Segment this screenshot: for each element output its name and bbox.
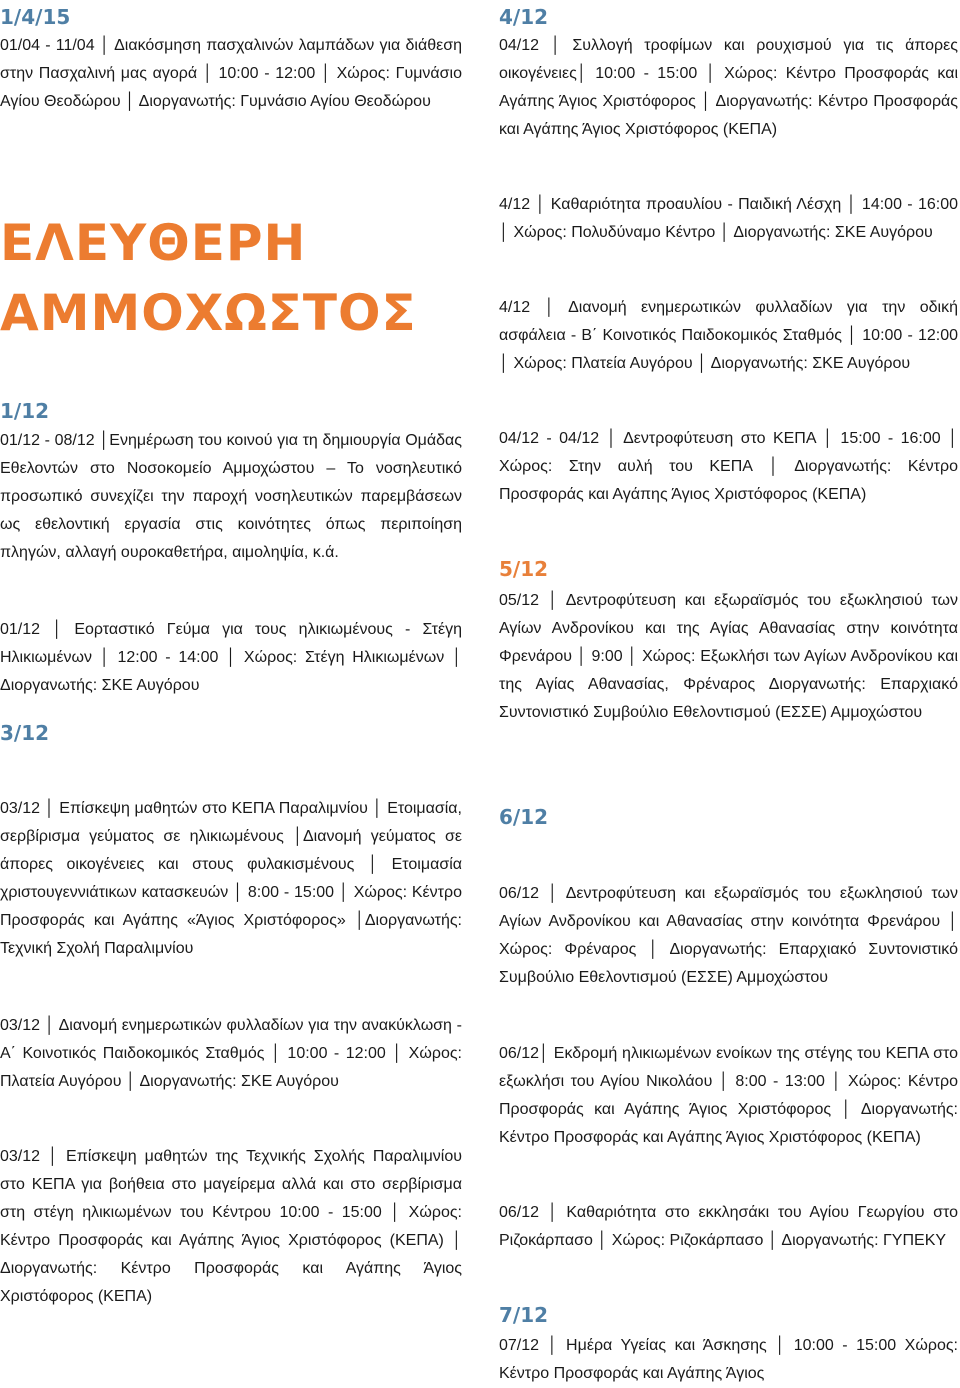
- event-entry: 06/12│ Εκδρομή ηλικιωμένων ενοίκων της στέγης του ΚΕΠΑ στο εξωκλήσι του Αγίου Νικολάου │ 8:00 - 13:00 │ Χώρος: Κέντρο Προσφοράς και Αγάπης Άγιος Χριστόφορος │ Διοργανωτής: Κέντρο Προσφοράς και Αγάπης Άγιος Χριστόφορος (ΚΕΠΑ): [499, 1045, 958, 1146]
- date-heading-6-12: 6/12: [499, 805, 549, 829]
- event-entry: 03/12 │ Επίσκεψη μαθητών της Τεχνικής Σχολής Παραλιμνίου στο ΚΕΠΑ για βοήθεια στο μαγείρεμα αλλά και στο σερβίρισμα στη στέγη ηλικιωμένων του Κέντρου 10:00 - 15:00 │ Χώρος: Κέντρο Προσφοράς και Αγάπης Άγιος Χριστόφορος (ΚΕΠΑ) │ Διοργανωτής: Κέντρο Προσφοράς και Αγάπης Άγιος Χριστόφορος (ΚΕΠΑ): [0, 1148, 462, 1305]
- section-title-line2: ΑΜΜΟΧΩΣΤΟΣ: [0, 284, 417, 342]
- event-entry: 01/12 │ Εορταστικό Γεύμα για τους ηλικιωμένους - Στέγη Ηλικιωμένων │ 12:00 - 14:00 │ Χώρος: Στέγη Ηλικιωμένων │ Διοργανωτής: ΣΚΕ Αυγόρου: [0, 621, 462, 694]
- event-entry: 4/12 │ Καθαριότητα προαυλίου - Παιδική Λέσχη │ 14:00 - 16:00 │ Χώρος: Πολυδύναμο Κέντρο │ Διοργανωτής: ΣΚΕ Αυγόρου: [499, 196, 958, 241]
- event-entry: 04/12 │ Συλλογή τροφίμων και ρουχισμού για τις άπορες οικογένειες│ 10:00 - 15:00 │ Χώρος: Κέντρο Προσφοράς και Αγάπης Άγιος Χριστόφορος │ Διοργανωτής: Κέντρο Προσφοράς και Αγάπης Άγιος Χριστόφορος (ΚΕΠΑ): [499, 37, 958, 138]
- section-title-line1: ΕΛΕΥΘΕΡΗ: [0, 214, 307, 272]
- event-entry: 05/12 │ Δεντροφύτευση και εξωραϊσμός του εξωκλησιού των Αγίων Ανδρονίκου και της Αγίας Αθανασίας στην κοινότητα Φρενάρου │ 9:00 │ Χώρος: Εξωκλήσι των Αγίων Ανδρονίκου και της Αγίας Αθανασίας, Φρέναρος Διοργανωτής: Επαρχιακό Συντονιστικό Συμβούλιο Εθελοντισμού (ΕΣΣΕ) Αμμοχώστου: [499, 592, 958, 721]
- event-entry: 04/12 - 04/12 │ Δεντροφύτευση στο ΚΕΠΑ │ 15:00 - 16:00 │ Χώρος: Στην αυλή του ΚΕΠΑ │ Διοργανωτής: Κέντρο Προσφοράς και Αγάπης Άγιος Χριστόφορος (ΚΕΠΑ): [499, 430, 958, 503]
- date-heading-4-12: 4/12: [499, 5, 549, 29]
- event-entry: 07/12 │ Ημέρα Υγείας και Άσκησης │ 10:00 - 15:00 Χώρος: Κέντρο Προσφοράς και Αγάπης Άγιος: [499, 1337, 958, 1382]
- event-entry: 4/12 │ Διανομή ενημερωτικών φυλλαδίων για την οδική ασφάλεια - Β΄ Κοινοτικός Παιδοκομικός Σταθμός │ 10:00 - 12:00 │ Χώρος: Πλατεία Αυγόρου │ Διοργανωτής: ΣΚΕ Αυγόρου: [499, 299, 958, 372]
- date-heading-1-12: 1/12: [0, 399, 50, 423]
- date-heading-1-4-15: 1/4/15: [0, 5, 71, 29]
- event-entry: 06/12 │ Καθαριότητα στο εκκλησάκι του Αγίου Γεωργίου στο Ριζοκάρπασο │ Χώρος: Ριζοκάρπασο │ Διοργανωτής: ΓΥΠΕΚΥ: [499, 1204, 958, 1249]
- event-entry: 03/12 │ Διανομή ενημερωτικών φυλλαδίων για την ανακύκλωση - Α΄ Κοινοτικός Παιδοκομικός Σταθμός │ 10:00 - 12:00 │ Χώρος: Πλατεία Αυγόρου │ Διοργανωτής: ΣΚΕ Αυγόρου: [0, 1017, 462, 1090]
- event-entry: 01/04 - 11/04 │ Διακόσμηση πασχαλινών λαμπάδων για διάθεση στην Πασχαλινή μας αγορά │ 10:00 - 12:00 │ Χώρος: Γυμνάσιο Αγίου Θεοδώρου │ Διοργανωτής: Γυμνάσιο Αγίου Θεοδώρου: [0, 37, 462, 110]
- event-entry: 06/12 │ Δεντροφύτευση και εξωραϊσμός του εξωκλησιού των Αγίων Ανδρονίκου και Αθανασίας στην κοινότητα Φρενάρου │ Χώρος: Φρέναρος │ Διοργανωτής: Επαρχιακό Συντονιστικό Συμβούλιο Εθελοντισμού (ΕΣΣΕ) Αμμοχώστου: [499, 885, 958, 986]
- date-heading-5-12: 5/12: [499, 557, 549, 581]
- date-heading-7-12: 7/12: [499, 1303, 549, 1327]
- date-heading-3-12: 3/12: [0, 721, 50, 745]
- event-entry: 03/12 │ Επίσκεψη μαθητών στο ΚΕΠΑ Παραλιμνίου │ Ετοιμασία, σερβίρισμα γεύματος σε ηλικιωμένους │Διανομή γεύματος σε άπορες οικογένειες και στους φυλακισμένους │ Ετοιμασία χριστουγεννιάτικων κατασκευών │ 8:00 - 15:00 │ Χώρος: Κέντρο Προσφοράς και Αγάπης «Άγιος Χριστόφορος» │Διοργανωτής: Τεχνική Σχολή Παραλιμνίου: [0, 800, 462, 957]
- event-entry: 01/12 - 08/12 │Ενημέρωση του κοινού για τη δημιουργία Ομάδας Εθελοντών στο Νοσοκομείο Αμμοχώστου – Το νοσηλευτικό προσωπικό συνεχίζει την παροχή νοσηλευτικών παρεμβάσεων ως εθελοντική εργασία στις κοινότητες όπως περιποίηση πληγών, αλλαγή ουροκαθετήρα, αιμοληψία, κ.ά.: [0, 432, 462, 561]
